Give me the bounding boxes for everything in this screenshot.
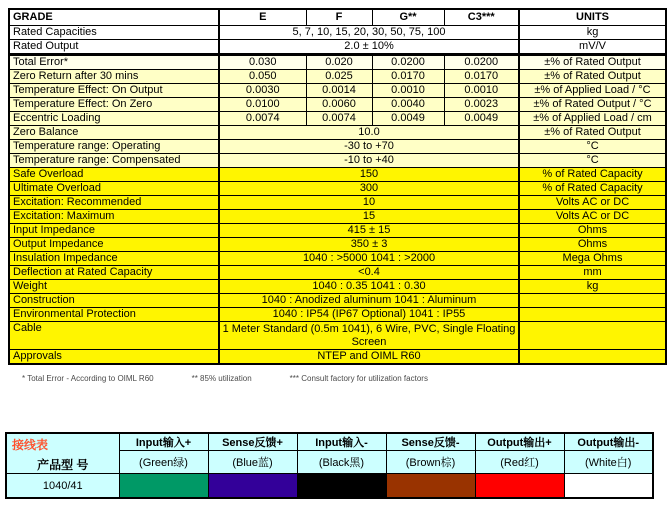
row-value: 2.0 ± 10% (219, 40, 519, 55)
row-value: 150 (219, 168, 519, 182)
row-label: Environmental Protection (9, 308, 219, 322)
row-value: 350 ± 3 (219, 238, 519, 252)
row-label: Total Error* (9, 55, 219, 70)
row-value: 1 Meter Standard (0.5m 1041), 6 Wire, PVC, Single Floating Screen (219, 322, 519, 350)
row-value: 300 (219, 182, 519, 196)
row-value: 1040 : Anodized aluminum 1041 : Aluminum (219, 294, 519, 308)
row-unit: Volts AC or DC (519, 210, 666, 224)
row-unit (519, 308, 666, 322)
row-unit (519, 294, 666, 308)
product-model-value: 1040/41 (6, 474, 119, 499)
row-label: Excitation: Maximum (9, 210, 219, 224)
wire-color-name-brown: (Brown棕) (386, 451, 475, 474)
row-unit: mm (519, 266, 666, 280)
wire-color-name-green: (Green绿) (119, 451, 208, 474)
row-label: Temperature range: Operating (9, 140, 219, 154)
wiring-model-row (6, 474, 653, 499)
spec-header-f: F (306, 9, 372, 26)
row-value: 10.0 (219, 126, 519, 140)
wire-color-swatch-green (119, 474, 208, 499)
spec-row-safe-overload (9, 168, 666, 182)
spec-row-ultimate-overload (9, 182, 666, 196)
wire-color-swatch-black (297, 474, 386, 499)
row-unit: °C (519, 154, 666, 168)
spec-row-weight (9, 280, 666, 294)
row-label: Excitation: Recommended (9, 196, 219, 210)
footnote-utilization: ** 85% utilization (191, 374, 252, 383)
spec-row-excitation-maximum (9, 210, 666, 224)
row-value: 415 ± 15 (219, 224, 519, 238)
spec-row-temp-effect-zero (9, 98, 666, 112)
row-unit: Ohms (519, 224, 666, 238)
row-label: Temperature Effect: On Output (9, 84, 219, 98)
spec-row-temp-range-compensated (9, 154, 666, 168)
row-value-g: 0.0040 (372, 98, 444, 112)
row-label: Ultimate Overload (9, 182, 219, 196)
row-value-c3: 0.0023 (444, 98, 519, 112)
row-value-g: 0.0170 (372, 70, 444, 84)
row-unit: ±% of Rated Output / °C (519, 98, 666, 112)
row-unit: Ohms (519, 238, 666, 252)
row-label: Zero Balance (9, 126, 219, 140)
row-label: Weight (9, 280, 219, 294)
row-value-e: 0.0074 (219, 112, 306, 126)
row-value: 15 (219, 210, 519, 224)
row-value-f: 0.0014 (306, 84, 372, 98)
wire-color-swatch-white (564, 474, 653, 499)
wire-signal-output-minus: Output输出- (564, 433, 653, 451)
row-label: Cable (9, 322, 219, 350)
row-value-g: 0.0049 (372, 112, 444, 126)
row-label: Deflection at Rated Capacity (9, 266, 219, 280)
row-unit: ±% of Applied Load / cm (519, 112, 666, 126)
row-value-e: 0.0030 (219, 84, 306, 98)
spec-header-e: E (219, 9, 306, 26)
spec-row-approvals (9, 350, 666, 365)
row-unit: % of Rated Capacity (519, 182, 666, 196)
spec-header-grade: GRADE (9, 9, 219, 26)
row-label: Output Impedance (9, 238, 219, 252)
wire-color-swatch-red (475, 474, 564, 499)
row-unit (519, 322, 666, 350)
wire-color-swatch-blue (208, 474, 297, 499)
spec-row-zero-balance (9, 126, 666, 140)
spec-table-section (8, 8, 667, 365)
footnotes (22, 374, 466, 383)
spec-row-excitation-recommended (9, 196, 666, 210)
row-unit: ±% of Rated Output (519, 126, 666, 140)
wire-color-name-white: (White白) (564, 451, 653, 474)
footnote-consult-factory: *** Consult factory for utilization factors (289, 374, 428, 383)
row-label: Safe Overload (9, 168, 219, 182)
row-value-f: 0.025 (306, 70, 372, 84)
spec-row-environmental-protection (9, 308, 666, 322)
row-label: Zero Return after 30 mins (9, 70, 219, 84)
row-unit: kg (519, 26, 666, 40)
spec-row-temp-range-operating (9, 140, 666, 154)
wire-color-swatch-brown (386, 474, 475, 499)
wire-color-name-blue: (Blue蓝) (208, 451, 297, 474)
wire-signal-input-plus: Input输入+ (119, 433, 208, 451)
row-value: -30 to +70 (219, 140, 519, 154)
row-label: Rated Output (9, 40, 219, 55)
wire-signal-output-plus: Output输出+ (475, 433, 564, 451)
row-value-e: 0.0100 (219, 98, 306, 112)
spec-row-eccentric-loading (9, 112, 666, 126)
row-value-f: 0.0074 (306, 112, 372, 126)
spec-row-rated-capacities (9, 26, 666, 40)
wire-signal-input-minus: Input输入- (297, 433, 386, 451)
row-label: Input Impedance (9, 224, 219, 238)
spec-row-insulation-impedance (9, 252, 666, 266)
row-value-c3: 0.0049 (444, 112, 519, 126)
spec-row-output-impedance (9, 238, 666, 252)
wiring-table-section (5, 432, 654, 499)
spec-row-construction (9, 294, 666, 308)
specifications-table (8, 8, 667, 365)
row-unit: ±% of Applied Load / °C (519, 84, 666, 98)
wiring-table-title: 接线表 (12, 438, 49, 452)
wiring-corner-cell (6, 433, 119, 474)
row-unit: Volts AC or DC (519, 196, 666, 210)
row-value-e: 0.050 (219, 70, 306, 84)
row-value: <0.4 (219, 266, 519, 280)
spec-row-deflection (9, 266, 666, 280)
row-unit: ±% of Rated Output (519, 70, 666, 84)
spec-row-rated-output (9, 40, 666, 55)
spec-row-zero-return (9, 70, 666, 84)
wire-color-name-black: (Black黑) (297, 451, 386, 474)
row-value: NTEP and OIML R60 (219, 350, 519, 365)
row-value-c3: 0.0170 (444, 70, 519, 84)
spec-row-input-impedance (9, 224, 666, 238)
row-value-g: 0.0010 (372, 84, 444, 98)
row-unit: ±% of Rated Output (519, 55, 666, 70)
row-value: 1040 : IP54 (IP67 Optional) 1041 : IP55 (219, 308, 519, 322)
row-value-c3: 0.0010 (444, 84, 519, 98)
row-unit: Mega Ohms (519, 252, 666, 266)
row-value-c3: 0.0200 (444, 55, 519, 70)
row-label: Temperature Effect: On Zero (9, 98, 219, 112)
spec-row-total-error (9, 55, 666, 70)
wiring-signal-row (6, 433, 653, 451)
row-unit: % of Rated Capacity (519, 168, 666, 182)
row-unit: °C (519, 140, 666, 154)
row-value-g: 0.0200 (372, 55, 444, 70)
row-value-f: 0.020 (306, 55, 372, 70)
row-label: Insulation Impedance (9, 252, 219, 266)
wire-color-name-red: (Red红) (475, 451, 564, 474)
row-value: 1040 : 0.35 1041 : 0.30 (219, 280, 519, 294)
footnote-total-error: * Total Error - According to OIML R60 (22, 374, 154, 383)
row-unit (519, 350, 666, 365)
wire-signal-sense-plus: Sense反馈+ (208, 433, 297, 451)
row-unit: kg (519, 280, 666, 294)
row-value-f: 0.0060 (306, 98, 372, 112)
row-value: 10 (219, 196, 519, 210)
row-label: Rated Capacities (9, 26, 219, 40)
product-model-label: 产品型 号 (37, 458, 89, 472)
spec-row-temp-effect-output (9, 84, 666, 98)
spec-header-units: UNITS (519, 9, 666, 26)
spec-header-c3: C3*** (444, 9, 519, 26)
row-value: 1040 : >5000 1041 : >2000 (219, 252, 519, 266)
row-unit: mV/V (519, 40, 666, 55)
row-value: -10 to +40 (219, 154, 519, 168)
spec-header-g: G** (372, 9, 444, 26)
spec-row-cable (9, 322, 666, 350)
spec-header-row (9, 9, 666, 26)
row-label: Temperature range: Compensated (9, 154, 219, 168)
row-label: Eccentric Loading (9, 112, 219, 126)
row-label: Construction (9, 294, 219, 308)
row-value: 5, 7, 10, 15, 20, 30, 50, 75, 100 (219, 26, 519, 40)
wire-signal-sense-minus: Sense反馈- (386, 433, 475, 451)
wiring-table (5, 432, 654, 499)
row-label: Approvals (9, 350, 219, 365)
row-value-e: 0.030 (219, 55, 306, 70)
